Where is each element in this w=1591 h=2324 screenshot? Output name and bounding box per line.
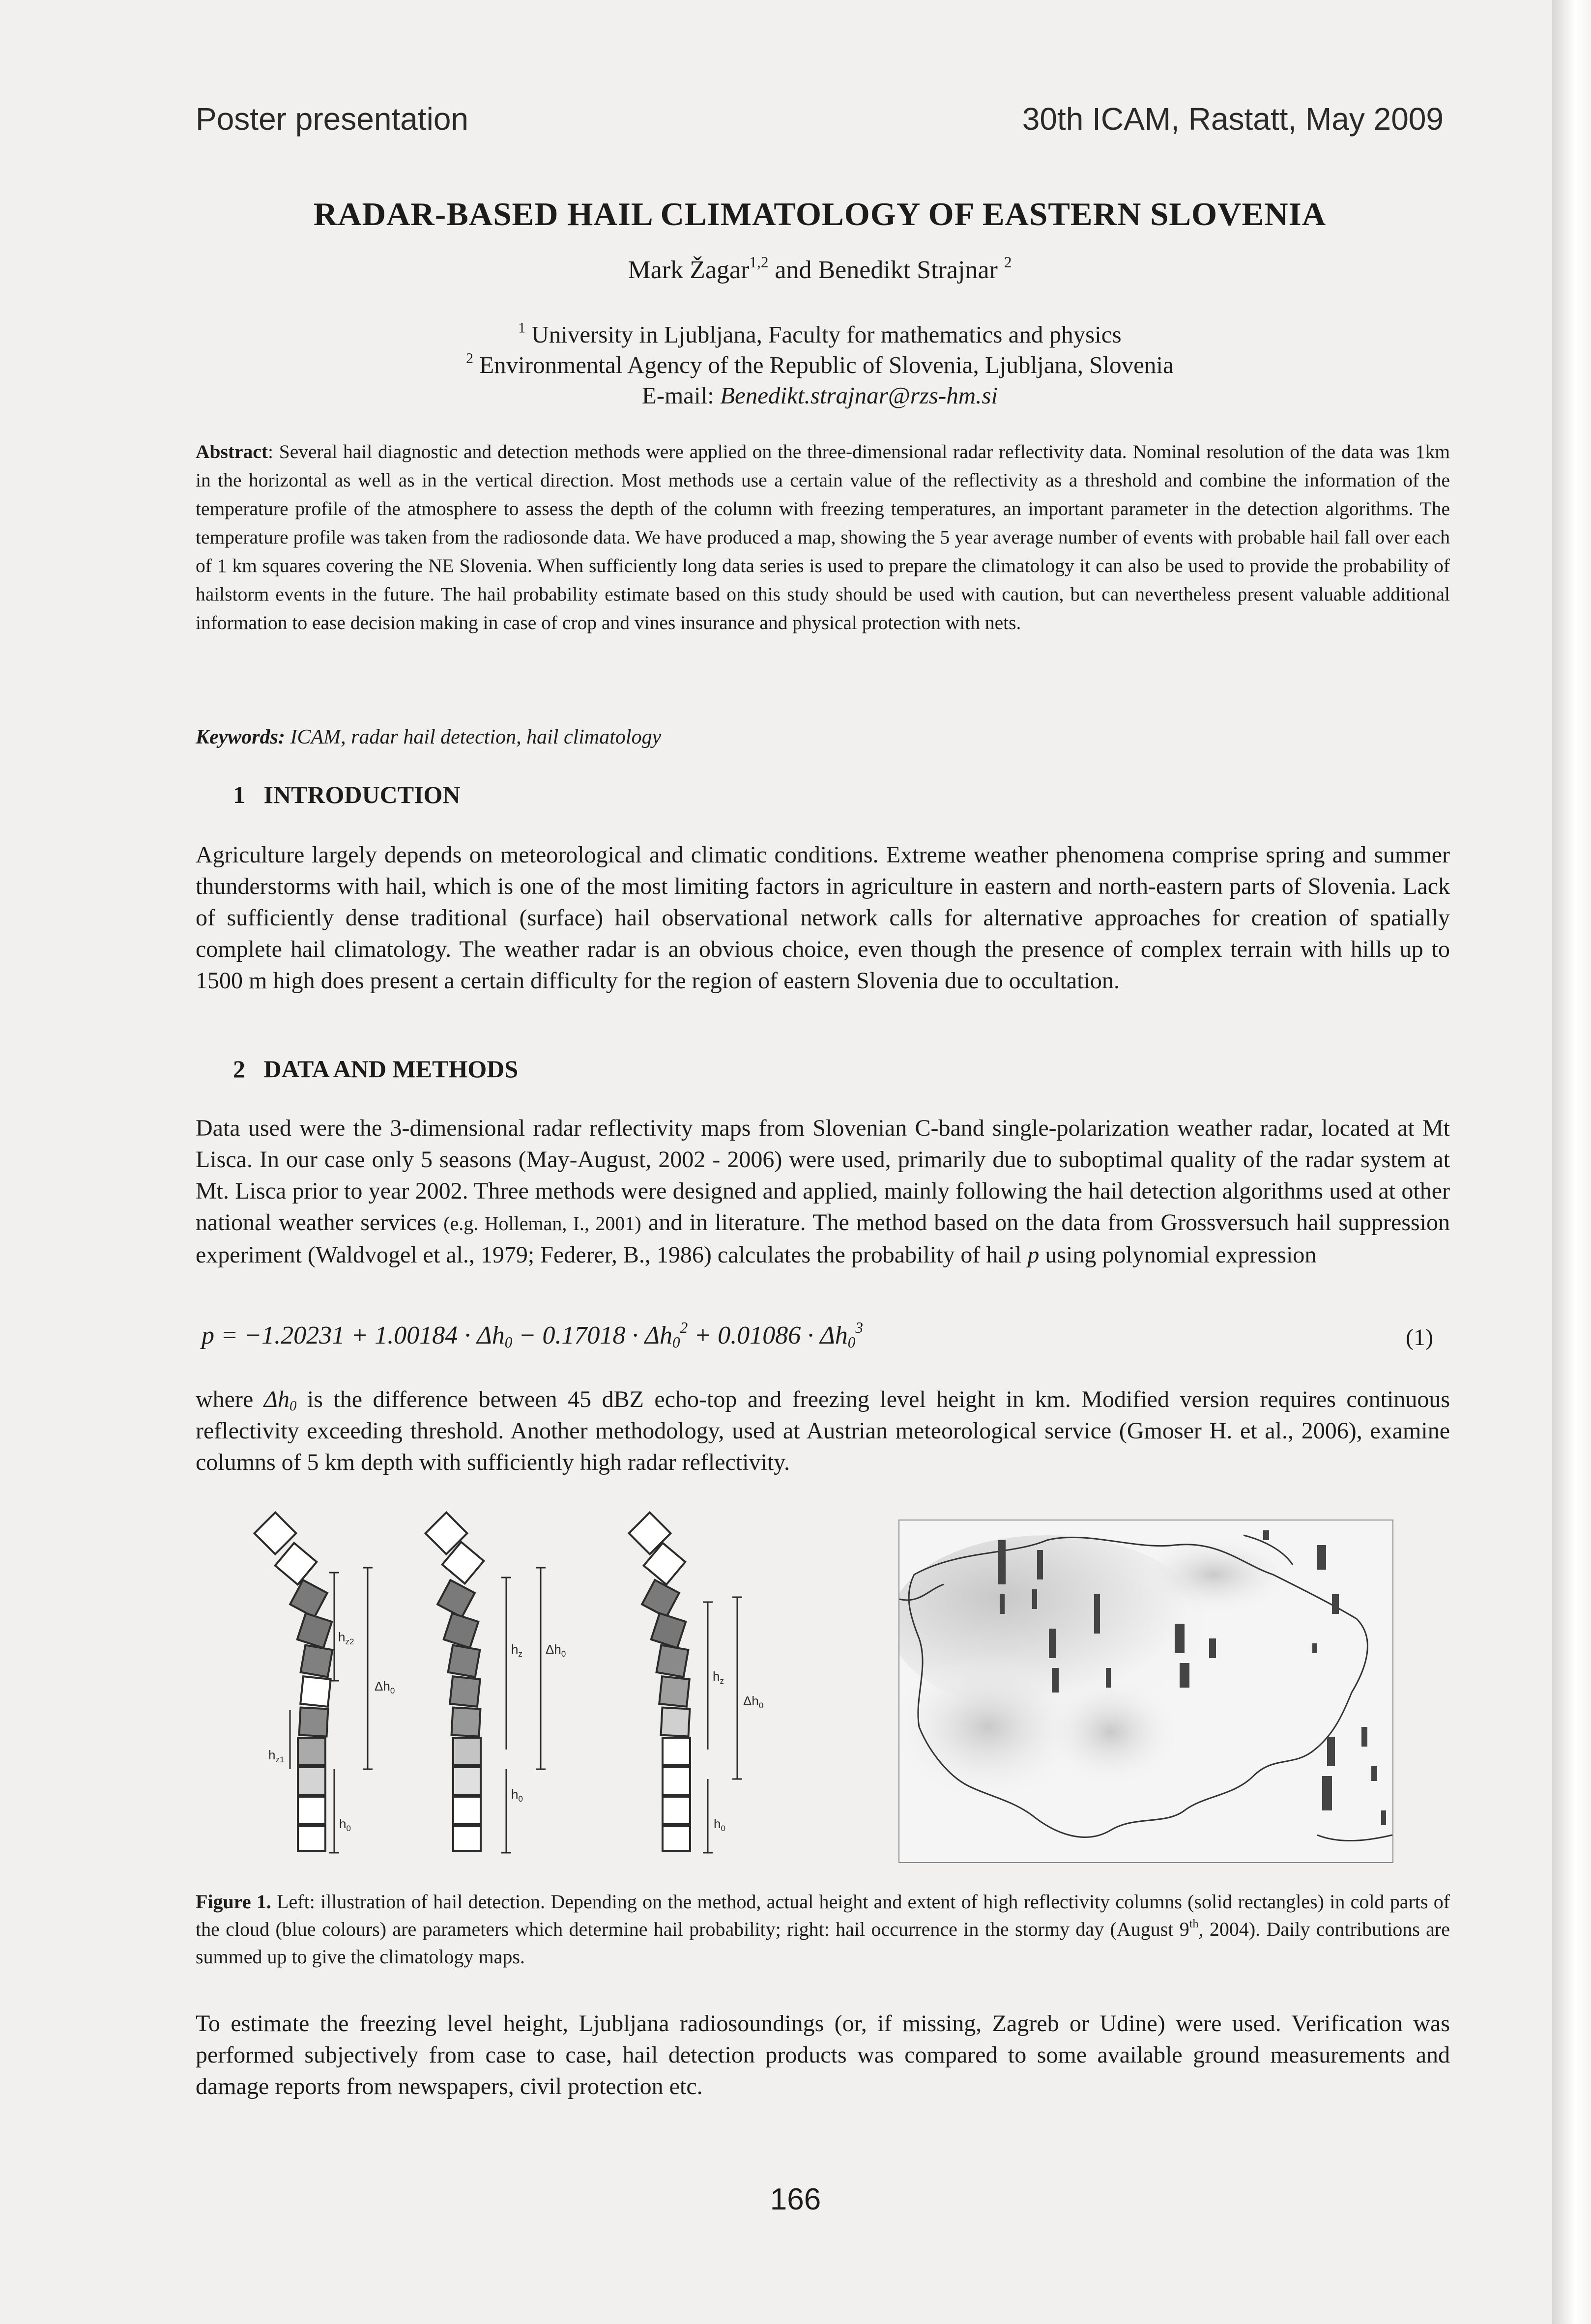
eq-sub-2: 0 (672, 1333, 680, 1351)
col2-cell-top-2 (442, 1542, 484, 1584)
col2-label-hz: $h_z$ (511, 1642, 522, 1659)
affiliation-1 (196, 319, 1444, 350)
col1-label-dh0: $\Delta h_0$ (375, 1679, 395, 1695)
hail-cell (1332, 1594, 1339, 1614)
hail-cell (1317, 1545, 1326, 1570)
paper-title: RADAR-BASED HAIL CLIMATOLOGY OF EASTERN SLOVENIA (313, 196, 1327, 232)
affiliation-2-text: Environmental Agency of the Republic of Slovenia, Ljubljana, Slovenia (479, 351, 1174, 378)
caption-label: Figure 1. (196, 1891, 271, 1913)
email-line (196, 380, 1444, 411)
col3-label-h0: $h_0$ (714, 1816, 725, 1833)
col3-cell-bottom-1 (663, 1797, 690, 1824)
hail-cell (1263, 1530, 1269, 1540)
page-number: 166 (770, 2182, 821, 2216)
col1-label-hz2: $h_{z2}$ (338, 1630, 354, 1646)
equation-1 (202, 1321, 863, 1350)
eq-term-2: − 0.17018 · Δh (512, 1321, 672, 1349)
hail-cell (1032, 1589, 1037, 1609)
col1-cell-bottom-2 (298, 1826, 325, 1851)
hail-cell (1209, 1638, 1216, 1658)
col3-cell-bottom-2 (663, 1826, 690, 1851)
col2-cell-bottom-1 (453, 1797, 481, 1824)
col3-cell-top-1 (629, 1513, 671, 1554)
caption-text-b: , 2004). Daily contributions are summed up to give the climatology maps. (196, 1918, 1450, 1968)
methods-text-b: and in literature. The method based on the data from Grossversuch hail suppression experiment (Waldvogel et al., 1979; Federer, B., 1986) calculates the probability of hail (196, 1209, 1450, 1268)
author-line (196, 256, 1444, 285)
hail-cell (1180, 1663, 1189, 1688)
col2-cell-dark-2 (444, 1613, 479, 1648)
section-2-heading (233, 1055, 518, 1083)
col1-cell-dark-2 (297, 1613, 332, 1648)
col3-cell-mid (659, 1676, 690, 1707)
header-right: 30th ICAM, Rastatt, May 2009 (1022, 101, 1444, 137)
map-terrain-central (1042, 1678, 1180, 1786)
eq-square: 2 (680, 1319, 688, 1337)
abstract-label: Abstract (196, 441, 268, 462)
col2-cell-light-2 (453, 1767, 481, 1795)
col2-label-dh0: $\Delta h_0$ (546, 1642, 566, 1659)
col3-cell-dark-3 (657, 1645, 689, 1677)
page-edge-shadow (1552, 0, 1591, 2324)
column-1 (255, 1513, 333, 1851)
header-left: Poster presentation (196, 101, 468, 137)
methods-where: where (196, 1386, 254, 1412)
map-graphic (899, 1521, 1392, 1862)
affiliations (196, 319, 1444, 411)
author-2: Benedikt Strajnar (818, 256, 998, 284)
col2-cell-bottom-2 (453, 1826, 481, 1851)
col3-cell-dark-2 (651, 1613, 686, 1648)
methods-paragraph-1 (196, 1113, 1450, 1271)
equation-number: (1) (1406, 1324, 1433, 1350)
methods-text-a: Data used were the 3-dimensional radar reflectivity maps from Slovenian C-band single-polarization weather radar, located at Mt Lisca. In our case only 5 seasons (May-August, 2002 - 2006) were used, primarily due to suboptimal quality of the radar system at Mt. Lisca prior to year 2002. Three methods were designed and applied, mainly following the hail detection algorithms used at other national weather services (196, 1115, 1450, 1235)
eq-p: p (202, 1321, 214, 1349)
col1-label-hz1: $h_{z1}$ (268, 1748, 285, 1764)
hail-cell (1371, 1766, 1377, 1781)
methods-dh-sub: 0 (289, 1398, 297, 1414)
eq-sub-3: 0 (847, 1333, 856, 1351)
hail-occurrence-map (898, 1520, 1393, 1863)
methods-text-c: is the difference between 45 dBZ echo-top and freezing level height in km. Modified version requires continuous reflectivity exceeding threshold. Another methodology, used at Austrian meteorological service (Gmoser H. et al., 2006), examine columns of 5 km depth with sufficiently high radar reflectivity. (196, 1386, 1450, 1475)
caption-text-a: Left: illustration of hail detection. Depending on the method, actual height and extent of high reflectivity columns (solid rectangles) in cold parts of the cloud (blue colours) are parameters which determine hail probability; right: hail occurrence in the stormy day (August 9 (196, 1891, 1450, 1940)
author-1-affil: 1,2 (749, 254, 769, 271)
col1-cell-dark-1 (290, 1580, 327, 1617)
column-3 (629, 1513, 690, 1851)
hail-cell (1052, 1668, 1059, 1693)
col1-cell-top-2 (275, 1543, 317, 1585)
caption-sup: th (1189, 1918, 1199, 1931)
column-2-brackets (501, 1568, 546, 1853)
keywords-label: Keywords: (196, 726, 285, 748)
col1-label-h0: $h_0$ (339, 1816, 351, 1833)
hail-cell (1049, 1629, 1056, 1658)
hail-cell (1361, 1727, 1367, 1747)
keywords-value: ICAM, radar hail detection, hail climatology (290, 726, 662, 748)
hail-cell (1322, 1776, 1332, 1810)
col3-cell-dark-1 (642, 1580, 679, 1617)
eq-sub-1: 0 (504, 1333, 513, 1351)
email-address: Benedikt.strajnar@rzs-hm.si (720, 382, 998, 409)
abstract (196, 437, 1450, 637)
hail-cell (1327, 1737, 1335, 1766)
section-1-title: INTRODUCTION (263, 781, 461, 808)
affiliation-1-number: 1 (518, 320, 526, 336)
col3-label-hz: $h_z$ (713, 1669, 724, 1686)
section-2-number: 2 (233, 1055, 245, 1083)
column-2 (426, 1513, 484, 1851)
section-1-heading (233, 780, 461, 809)
affiliation-2 (196, 350, 1444, 380)
affiliation-1-text: University in Ljubljana, Faculty for mathematics and physics (531, 321, 1122, 348)
col3-cell-white-2 (663, 1767, 690, 1795)
col2-label-h0: $h_0$ (511, 1787, 523, 1804)
col2-cell-mid (452, 1708, 481, 1737)
section-2-title: DATA AND METHODS (263, 1055, 519, 1083)
author-and: and (775, 256, 812, 284)
closing-paragraph: To estimate the freezing level height, Ljubljana radiosoundings (or, if missing, Zagreb or Udine) were used. Verification was performed subjectively from case to case, hail detection products was compared to some available ground measurements and damage reports from newspapers, civil protection etc. (196, 2010, 1450, 2099)
hail-cell (1175, 1624, 1185, 1653)
hail-cell (1381, 1810, 1386, 1825)
col2-cell-dark-4 (450, 1676, 480, 1707)
col3-cell-top-2 (644, 1543, 686, 1585)
col1-cell-bottom-1 (298, 1797, 325, 1824)
col2-cell-top-1 (426, 1513, 467, 1554)
col2-cell-dark-3 (448, 1645, 480, 1677)
keywords (196, 725, 661, 749)
col2-cell-light-1 (453, 1738, 481, 1765)
hail-cell (1312, 1643, 1317, 1653)
affiliation-2-number: 2 (466, 350, 473, 367)
col1-cell-mid (298, 1738, 325, 1765)
hail-cell (1000, 1594, 1005, 1614)
col3-cell-white-1 (663, 1738, 690, 1765)
author-2-affil: 2 (1004, 254, 1012, 271)
methods-reference: (e.g. Holleman, I., 2001) (443, 1212, 641, 1234)
col1-cell-dark-4 (299, 1708, 328, 1737)
methods-variable-p: p (1027, 1242, 1040, 1268)
methods-text-end: using polynomial expression (1045, 1242, 1317, 1268)
hail-cell (998, 1540, 1006, 1584)
eq-term-1: = −1.20231 + 1.00184 · Δh (221, 1321, 505, 1349)
methods-dh: Δh (263, 1386, 289, 1412)
map-terrain-north (1135, 1535, 1293, 1614)
author-1: Mark Žagar (628, 256, 750, 284)
col1-cell-white (300, 1676, 331, 1707)
col3-cell-light (661, 1708, 690, 1737)
col3-label-dh0: $\Delta h_0$ (743, 1693, 764, 1710)
col1-cell-light (298, 1767, 325, 1795)
methods-paragraph-2 (196, 1384, 1450, 1478)
column-3-brackets (703, 1597, 742, 1853)
column-1-brackets (290, 1568, 373, 1853)
section-1-number: 1 (233, 781, 245, 808)
hail-cell (1106, 1668, 1111, 1688)
email-label: E-mail: (641, 382, 714, 409)
figure-1-caption (196, 1888, 1450, 1971)
eq-cube: 3 (855, 1319, 863, 1337)
col1-cell-top-1 (255, 1513, 296, 1554)
abstract-text: : Several hail diagnostic and detection methods were applied on the three-dimensional radar reflectivity data. Nominal resolution of the data was 1km in the horizontal as well as in the vertical direction. Most methods use a certain value of the reflectivity as a threshold and combine the information of the temperature profile of the atmosphere to assess the depth of the column with freezing temperatures, an important parameter in the detection algorithms. The temperature profile was taken from the radiosonde data. We have produced a map, showing the 5 year average number of events with probable hail fall over each of 1 km squares covering the NE Slovenia. When sufficiently long data series is used to prepare the climatology it can also be used to provide the probability of hailstorm events in the future. The hail probability estimate based on this study should be used with caution, but can nevertheless present valuable additional information to ease decision making in case of crop and vines insurance and physical protection with nets. (196, 441, 1450, 633)
col2-cell-dark-1 (437, 1580, 475, 1617)
eq-term-3: + 0.01086 · Δh (688, 1321, 848, 1349)
hail-cell (1094, 1594, 1100, 1634)
hail-cell (1037, 1550, 1043, 1579)
col1-cell-dark-3 (301, 1645, 333, 1677)
introduction-paragraph: Agriculture largely depends on meteorological and climatic conditions. Extreme weather phenomena comprise spring and summer thunderstorms with hail, which is one of the most limiting factors in agriculture in eastern and north-eastern parts of Slovenia. Lack of sufficiently dense traditional (surface) hail observational network calls for alternative approaches for creation of spatially complete hail climatology. The weather radar is an obvious choice, even though the presence of complex terrain with hills up to 1500 m high does present a certain difficulty for the region of eastern Slovenia due to occultation. (196, 842, 1450, 994)
